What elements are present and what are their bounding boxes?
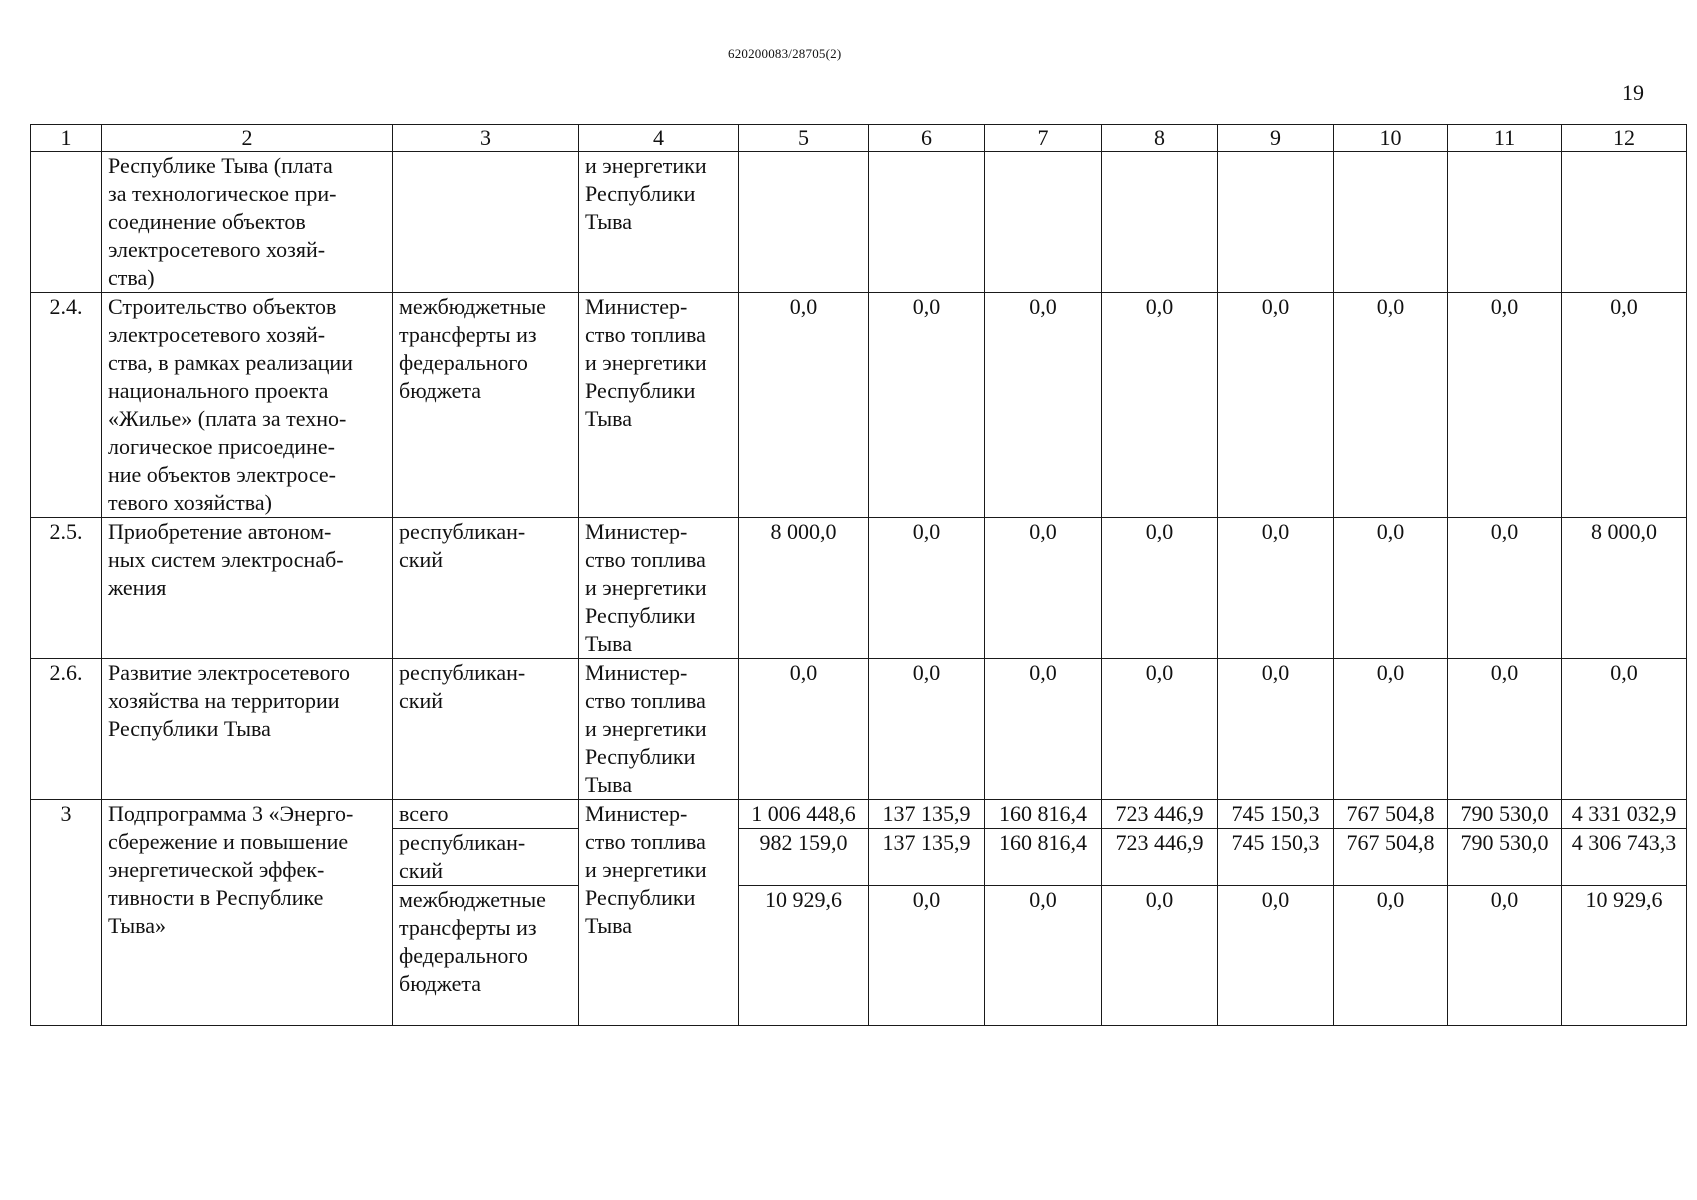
value-cell: 137 135,9 [869, 829, 985, 886]
value-cell: 137 135,9 [869, 800, 985, 829]
funding-source-cell: республикан- ский [393, 829, 579, 886]
value-cell: 767 504,8 [1334, 800, 1448, 829]
value-cell: 982 159,0 [739, 829, 869, 886]
value-cell: 0,0 [1562, 293, 1687, 518]
column-number: 11 [1448, 125, 1562, 152]
column-number-row [31, 125, 1687, 152]
value-cell: 0,0 [985, 518, 1102, 659]
executor-cell: и энергетики Республики Тыва [579, 152, 739, 293]
value-cell [1334, 152, 1448, 293]
value-cell: 4 331 032,9 [1562, 800, 1687, 829]
value-cell [739, 152, 869, 293]
value-cell: 0,0 [1218, 886, 1334, 1026]
value-cell: 10 929,6 [1562, 886, 1687, 1026]
column-number: 9 [1218, 125, 1334, 152]
column-number: 8 [1102, 125, 1218, 152]
executor-cell: Министер- ство топлива и энергетики Республики Тыва [579, 659, 739, 800]
value-cell: 767 504,8 [1334, 829, 1448, 886]
value-cell: 0,0 [1218, 659, 1334, 800]
value-cell: 0,0 [739, 293, 869, 518]
value-cell: 0,0 [1448, 293, 1562, 518]
value-cell: 0,0 [1334, 659, 1448, 800]
column-number: 2 [102, 125, 393, 152]
value-cell: 790 530,0 [1448, 829, 1562, 886]
column-number: 1 [31, 125, 102, 152]
value-cell: 0,0 [985, 886, 1102, 1026]
value-cell [985, 152, 1102, 293]
page-number: 19 [1622, 80, 1644, 105]
document-code: 620200083/28705(2) [728, 46, 842, 61]
table-row [31, 659, 1687, 800]
value-cell: 0,0 [1334, 293, 1448, 518]
value-cell: 723 446,9 [1102, 829, 1218, 886]
row-number-cell: 2.4. [31, 293, 102, 518]
measure-name-cell: Приобретение автоном- ных систем электроснаб- жения [102, 518, 393, 659]
budget-table [30, 124, 1687, 1026]
value-cell [1102, 152, 1218, 293]
column-number: 6 [869, 125, 985, 152]
measure-name-cell: Развитие электросетевого хозяйства на территории Республики Тыва [102, 659, 393, 800]
value-cell: 790 530,0 [1448, 800, 1562, 829]
executor-cell: Министер- ство топлива и энергетики Республики Тыва [579, 518, 739, 659]
row-number-cell: 2.6. [31, 659, 102, 800]
value-cell: 0,0 [869, 886, 985, 1026]
funding-source-cell: межбюджетные трансферты из федерального бюджета [393, 293, 579, 518]
value-cell: 723 446,9 [1102, 800, 1218, 829]
value-cell: 160 816,4 [985, 829, 1102, 886]
value-cell: 0,0 [985, 293, 1102, 518]
value-cell: 0,0 [869, 659, 985, 800]
value-cell: 4 306 743,3 [1562, 829, 1687, 886]
value-cell: 0,0 [1562, 659, 1687, 800]
value-cell: 10 929,6 [739, 886, 869, 1026]
funding-source-cell: республикан- ский [393, 518, 579, 659]
table-row [31, 152, 1687, 293]
subprogram-row-total [31, 800, 1687, 829]
funding-source-cell: межбюджетные трансферты из федерального бюджета [393, 886, 579, 1026]
value-cell [1448, 152, 1562, 293]
value-cell [869, 152, 985, 293]
value-cell: 0,0 [1102, 886, 1218, 1026]
measure-name-cell: Подпрограмма 3 «Энерго- сбережение и повышение энергетической эффек- тивности в Республике Тыва» [102, 800, 393, 1026]
value-cell: 0,0 [1448, 659, 1562, 800]
value-cell: 160 816,4 [985, 800, 1102, 829]
measure-name-cell: Строительство объектов электросетевого хозяй- ства, в рамках реализации национального проекта «Жилье» (плата за техно- логическое присоедине- ние объектов электросе- тевого хозяйства) [102, 293, 393, 518]
column-number: 7 [985, 125, 1102, 152]
value-cell: 0,0 [1102, 518, 1218, 659]
column-number: 5 [739, 125, 869, 152]
value-cell: 0,0 [1218, 293, 1334, 518]
column-number: 4 [579, 125, 739, 152]
funding-source-cell [393, 152, 579, 293]
column-number: 10 [1334, 125, 1448, 152]
row-number-cell: 2.5. [31, 518, 102, 659]
row-number-cell [31, 152, 102, 293]
row-number-cell: 3 [31, 800, 102, 1026]
table-row [31, 518, 1687, 659]
funding-source-cell: всего [393, 800, 579, 829]
value-cell: 1 006 448,6 [739, 800, 869, 829]
executor-cell: Министер- ство топлива и энергетики Республики Тыва [579, 293, 739, 518]
measure-name-cell: Республике Тыва (плата за технологическое при- соединение объектов электросетевого хозяй- ства) [102, 152, 393, 293]
value-cell: 0,0 [869, 293, 985, 518]
value-cell: 0,0 [1102, 659, 1218, 800]
value-cell: 0,0 [1448, 518, 1562, 659]
value-cell: 745 150,3 [1218, 800, 1334, 829]
value-cell: 8 000,0 [1562, 518, 1687, 659]
table-row [31, 293, 1687, 518]
funding-source-cell: республикан- ский [393, 659, 579, 800]
value-cell: 745 150,3 [1218, 829, 1334, 886]
value-cell: 0,0 [1102, 293, 1218, 518]
value-cell: 0,0 [1448, 886, 1562, 1026]
executor-cell: Министер- ство топлива и энергетики Республики Тыва [579, 800, 739, 1026]
value-cell: 0,0 [1218, 518, 1334, 659]
column-number: 12 [1562, 125, 1687, 152]
value-cell [1218, 152, 1334, 293]
value-cell: 0,0 [869, 518, 985, 659]
value-cell: 0,0 [1334, 518, 1448, 659]
value-cell: 0,0 [739, 659, 869, 800]
value-cell [1562, 152, 1687, 293]
column-number: 3 [393, 125, 579, 152]
value-cell: 8 000,0 [739, 518, 869, 659]
value-cell: 0,0 [985, 659, 1102, 800]
value-cell: 0,0 [1334, 886, 1448, 1026]
